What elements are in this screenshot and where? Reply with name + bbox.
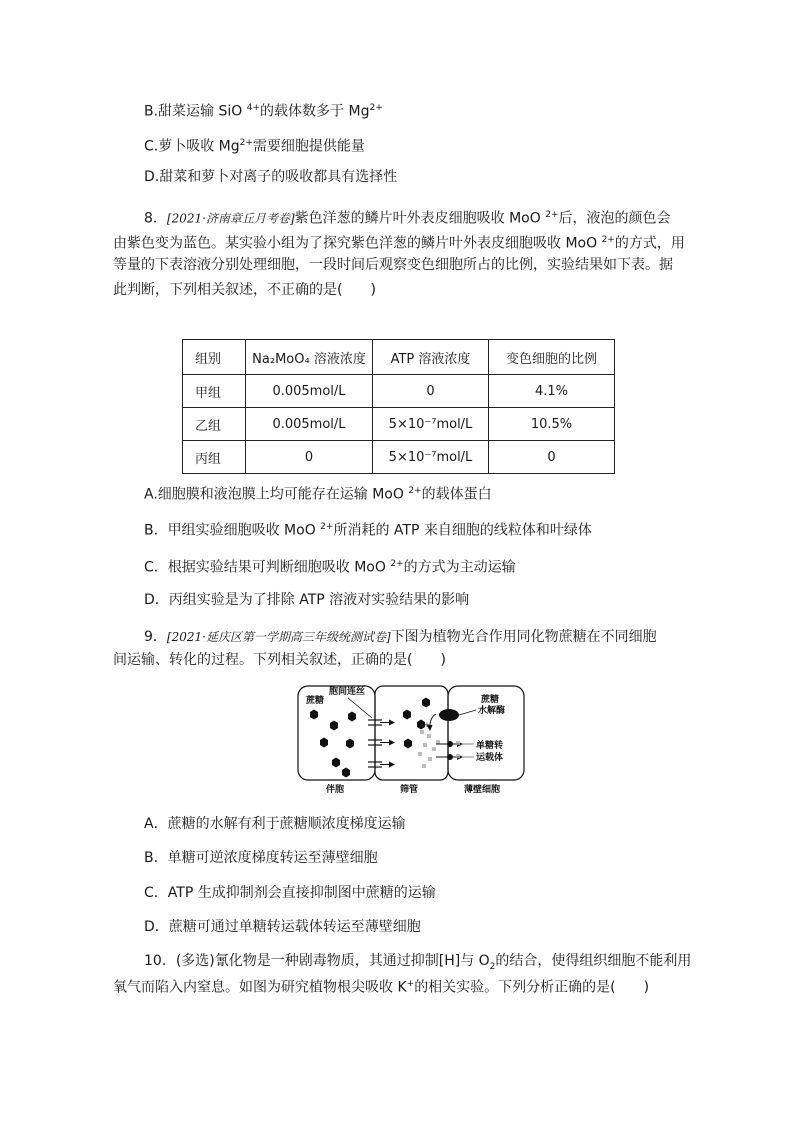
q7-option-d: D.甜菜和萝卜对离子的吸收都具有选择性 xyxy=(144,169,398,185)
label-sucrose: 蔗糖 xyxy=(306,696,325,706)
q10-stem-line2: 氧气而陷入内窒息。如图为研究植物根尖吸收 K+的相关实验。下列分析正确的是( ) xyxy=(113,979,650,996)
table-header: 组别 xyxy=(183,340,246,375)
q8-option-c: C．根据实验结果可判断细胞吸收 MoO $^{2+}$的方式为主动运输 xyxy=(144,559,516,576)
table-header-row xyxy=(183,340,615,375)
label-transporter-1: 单糖转 xyxy=(476,741,504,751)
label-sucrase-2: 水解酶 xyxy=(478,706,506,716)
table-cell: 0 xyxy=(373,375,489,408)
q9-stem-line2: 间运输、转化的过程。下列相关叙述，正确的是( ) xyxy=(113,652,446,668)
q8-stem-line1: 8．[2021·济南章丘月考卷]紫色洋葱的鳞片叶外表皮细胞吸收 MoO $^{2+}$后，液泡的颜色会 xyxy=(144,210,671,227)
sieve-tube xyxy=(375,686,448,780)
q8-stem-line4: 此判断，下列相关叙述，不正确的是( ) xyxy=(113,282,376,298)
table-header: Na₂MoO₄ 溶液浓度 xyxy=(246,340,373,375)
q8-stem-line2: 由紫色变为蓝色。某实验小组为了探究紫色洋葱的鳞片叶外表皮细胞吸收 MoO $^{2+}$的方式，用 xyxy=(113,235,685,252)
label-plasmodesma: 胞间连丝 xyxy=(329,687,366,697)
table-header: 变色细胞的比例 xyxy=(489,340,615,375)
table-cell: 0 xyxy=(489,441,615,474)
table-header: ATP 溶液浓度 xyxy=(373,340,489,375)
q7-option-b: B.甜菜运输 SiO $^{4+}$的载体数多于 $Mg^{2+}$ xyxy=(144,103,383,120)
q9-option-d: D．蔗糖可通过单糖转运载体转运至薄壁细胞 xyxy=(144,919,421,935)
q8-option-a: A.细胞膜和液泡膜上均可能存在运输 MoO $^{2+}$的载体蛋白 xyxy=(144,486,492,503)
q9-option-a: A．蔗糖的水解有利于蔗糖顺浓度梯度运输 xyxy=(144,816,406,832)
q10-stem-line1: 10．(多选)氰化物是一种剧毒物质，其通过抑制[H]与 $O_2$的结合，使得组织细胞不能利用 xyxy=(144,953,692,972)
q9-source: [2021·延庆区第一学期高三年级统测试卷] xyxy=(166,630,391,644)
q8-stem-line3: 等量的下表溶液分别处理细胞，一段时间后观察变色细胞所占的比例，实验结果如下表。据 xyxy=(113,257,673,273)
table-row xyxy=(183,441,615,474)
q9-option-b: B．单糖可逆浓度梯度转运至薄壁细胞 xyxy=(144,850,378,866)
q8-option-d: D．丙组实验是为了排除 ATP 溶液对实验结果的影响 xyxy=(144,592,470,608)
q7-option-c: C.萝卜吸收 $Mg^{2+}$需要细胞提供能量 xyxy=(144,138,365,155)
table-cell: 4.1% xyxy=(489,375,615,408)
table-row xyxy=(183,375,615,408)
label-sieve-tube: 筛管 xyxy=(400,785,419,794)
monosaccharides xyxy=(418,730,440,768)
table-cell: 5×10⁻⁷mol/L xyxy=(373,441,489,474)
sucrose-molecules xyxy=(310,698,430,778)
sucrose-transport-figure xyxy=(296,684,526,794)
label-sucrase-1: 蔗糖 xyxy=(481,695,500,705)
q8-option-b: B．甲组实验细胞吸收 MoO $^{2+}$所消耗的 ATP 来自细胞的线粒体和叶绿体 xyxy=(144,522,592,539)
q8-data-table xyxy=(182,339,615,474)
q8-source: [2021·济南章丘月考卷] xyxy=(166,211,295,226)
table-row xyxy=(183,408,615,441)
table-cell: 0.005mol/L xyxy=(246,408,373,441)
q9-option-c: C．ATP 生成抑制剂会直接抑制图中蔗糖的运输 xyxy=(144,885,436,901)
svg-text:+: + xyxy=(424,721,430,729)
q9-stem-line1: 9．[2021·延庆区第一学期高三年级统测试卷]下图为植物光合作用同化物蔗糖在不同细胞 xyxy=(144,629,657,645)
table-cell: 5×10⁻⁷mol/L xyxy=(373,408,489,441)
sucrase-enzyme xyxy=(439,709,459,721)
table-cell: 丙组 xyxy=(183,441,246,474)
table-cell: 甲组 xyxy=(183,375,246,408)
table-cell: 0.005mol/L xyxy=(246,375,373,408)
table-cell: 乙组 xyxy=(183,408,246,441)
monosaccharide-transporter xyxy=(436,741,474,760)
label-parenchyma: 薄壁细胞 xyxy=(464,785,501,794)
table-cell: 10.5% xyxy=(489,408,615,441)
table-cell: 0 xyxy=(246,441,373,474)
label-companion-cell: 伴胞 xyxy=(326,785,345,794)
label-transporter-2: 运载体 xyxy=(476,753,504,763)
